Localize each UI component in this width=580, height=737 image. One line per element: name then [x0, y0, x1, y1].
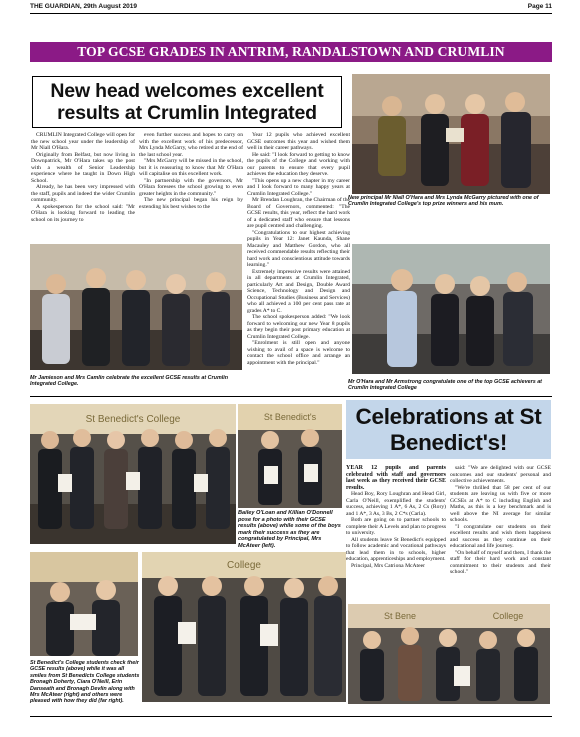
caption-ohara-armstrong: Mr O'Hara and Mr Armstrong congratulate one of the top GCSE achievers at Crumlin Integrated College — [348, 379, 542, 392]
paragraph: said: "We are delighted with our GCSE outcomes and our students' personal and collective achievements. — [450, 465, 551, 484]
photo-students-check-results — [30, 552, 138, 656]
paragraph: "We're thrilled that 58 per cent of our students are leaving us with five or more GCSEs at A* to C including English and Maths, as this is a key benchmark and is well above the NI average for similar schools. — [450, 484, 551, 523]
photo-sign-text: St Bene — [383, 611, 417, 621]
paragraph: The school spokesperson added: "We look forward to welcoming our new Year 8 pupils as they begin their post primary education at Crumlin Integrated College. — [247, 314, 350, 340]
caption-bailey-killian: Bailey O'Loan and Killian O'Donnell pose for a photo with their GCSE results (above) while some of the boys mark their success as they are congratulated by Principal, Mrs McAteer (left). — [238, 510, 341, 549]
photo-sign-text: College — [227, 560, 261, 571]
photo-sign-text: St Benedict's College — [85, 414, 181, 425]
masthead — [30, 2, 552, 12]
paragraph: Already, he has been very impressed with the staff, pupils and indeed the wider Crumlin community. — [31, 184, 135, 203]
paragraph: Extremely impressive results were attained in all departments at Crumlin Integrated, particularly Art and Design, Double Award Science, Technology and Design and Occupational Studies (Business and Services) who all achieved a 100 per cent pass rate at grades A* to C. — [247, 268, 350, 314]
masthead-page-number: Page 11 — [527, 3, 552, 10]
article1-headline: New head welcomes excellent results at Crumlin Integrated — [32, 76, 342, 128]
paragraph: A spokesperson for the school said: "Mr O'Hara is looking forward to leading the school on its journey to — [31, 203, 135, 223]
paragraph: "Mrs McGarry will be missed in the school, but it is reassuring to know that Mr O'Hara will capitalise on this excellent work. — [139, 158, 243, 177]
paragraph: Principal, Mrs Catriona McAteer — [351, 562, 425, 569]
article1-column-3 — [247, 132, 350, 390]
paragraph: "I congratulate our students on their excellent results and wish them happiness and success as they continue on their educational and life journey. — [450, 523, 551, 549]
paragraph: Both are going on to partner schools to complete their A Levels and plan to progress to university. — [346, 517, 446, 536]
paragraph: "On behalf of myself and them, I thank the staff for their hard work and constant commitment to their students and their school." — [450, 549, 551, 575]
paragraph: "Congratulations to our highest achieving pupils in Year 12: Janet Kaunda, Shane Macauley and Matthew Gordon, who all received commendable results reflecting their hard work and conscientious attitude towards learning." — [247, 229, 350, 268]
article2-column-2 — [450, 465, 551, 599]
photo-principal-prizewinner — [352, 74, 550, 194]
caption-students-check-results: St Benedict's College students check their GCSE results (above) while it was all smiles from St Benedicts College students Bronagh Doherty, Ciara O'Neill, Erin Danseath and Bronagh Devlin along with Mrs McAteer (right) and others were pleased with how they did (far right). — [30, 660, 140, 705]
caption-jamieson-camlin: Mr Jamieson and Mrs Camlin celebrate the excellent GCSE results at Crumlin Integrated College. — [30, 375, 229, 388]
photo-jamieson-camlin — [30, 244, 242, 370]
photo-sign-text: College — [492, 611, 524, 621]
footer-rule — [30, 716, 552, 717]
paragraph: "Enrolment is still open and anyone wishing to avail of a space is welcome to contact the school office and arrange an appointment with the principal." — [247, 340, 350, 366]
article2-headline: Celebrations at St Benedict's! — [355, 404, 542, 455]
photo-pleased-students — [348, 604, 550, 704]
section-divider — [30, 396, 552, 397]
masthead-paper-date: THE GUARDIAN, 29th August 2019 — [30, 3, 138, 10]
paragraph: CRUMLIN Integrated College will open for the new school year under the leadership of Mr Niall O'Hara. — [31, 132, 135, 151]
article2-column-1 — [346, 465, 446, 599]
caption-principal-prizewinner: New principal Mr Niall O'Hara and Mrs Lynda McGarry pictured with one of Crumlin Integrated College's top prize winners and his mum. — [348, 195, 539, 208]
paragraph: All students leave St Benedict's equipped to follow academic and vocational pathways that lead them in to schools, higher education, apprenticeships and employment. — [346, 536, 446, 562]
paragraph: Head Boy, Rory Loughran and Head Girl, Carla O'Neill, exemplified the students' success, achieving 1 A*, 6 As, 2 Cs (Rory) and 1 A*, 3 As, 3 Bs, 2 C*s (Carla). — [346, 491, 446, 517]
article1-column-2 — [139, 132, 243, 242]
paragraph: "This opens up a new chapter in my career and I look forward to many happy years at Crumlin Integrated College." — [247, 177, 350, 197]
paragraph: Mr Brendan Loughran, the Chairman of the Board of Governors, commented: "The GCSE results, this year, reflect the hard work of a dedicated staff who ensure that lessons are pupil centred and challenging. — [247, 197, 350, 229]
photo-sign-text: St Benedict's — [263, 412, 317, 422]
paragraph: The new principal began his reign by extending his best wishes to the — [139, 197, 243, 210]
paragraph: "In partnership with the governors, Mr O'Hara foresees the school growing to even greater heights in the community." — [139, 177, 243, 197]
paragraph: Originally from Belfast, but now living in Downpatrick, Mr O'Hara takes up the post with a wealth of Senior Leadership experience where he taught in Down High School. — [31, 151, 135, 184]
paragraph: YEAR 12 pupils and parents celebrated with staff and governors last week as they received their GCSE results. — [346, 465, 446, 491]
photo-smiling-students — [142, 552, 346, 702]
photo-bailey-killian — [238, 404, 342, 508]
photo-ohara-armstrong — [352, 244, 550, 374]
paragraph: even further success and hopes to carry on with the excellent work of his predecessor, Mrs Lynda McGarry, who retired at the end of the last school year. — [139, 132, 243, 158]
photo-principal-boys — [30, 404, 236, 544]
section-banner: TOP GCSE GRADES IN ANTRIM, RANDALSTOWN AND CRUMLIN — [30, 42, 552, 62]
article1-column-1 — [31, 132, 135, 242]
paragraph: Year 12 pupils who achieved excellent GCSE outcomes this year and wished them well in their career pathways. — [247, 132, 350, 151]
paragraph: He said: "I look forward to getting to know the pupils of the College and working with our parents to ensure that every pupil achieves the education they deserve. — [247, 151, 350, 177]
masthead-rule — [30, 13, 552, 14]
